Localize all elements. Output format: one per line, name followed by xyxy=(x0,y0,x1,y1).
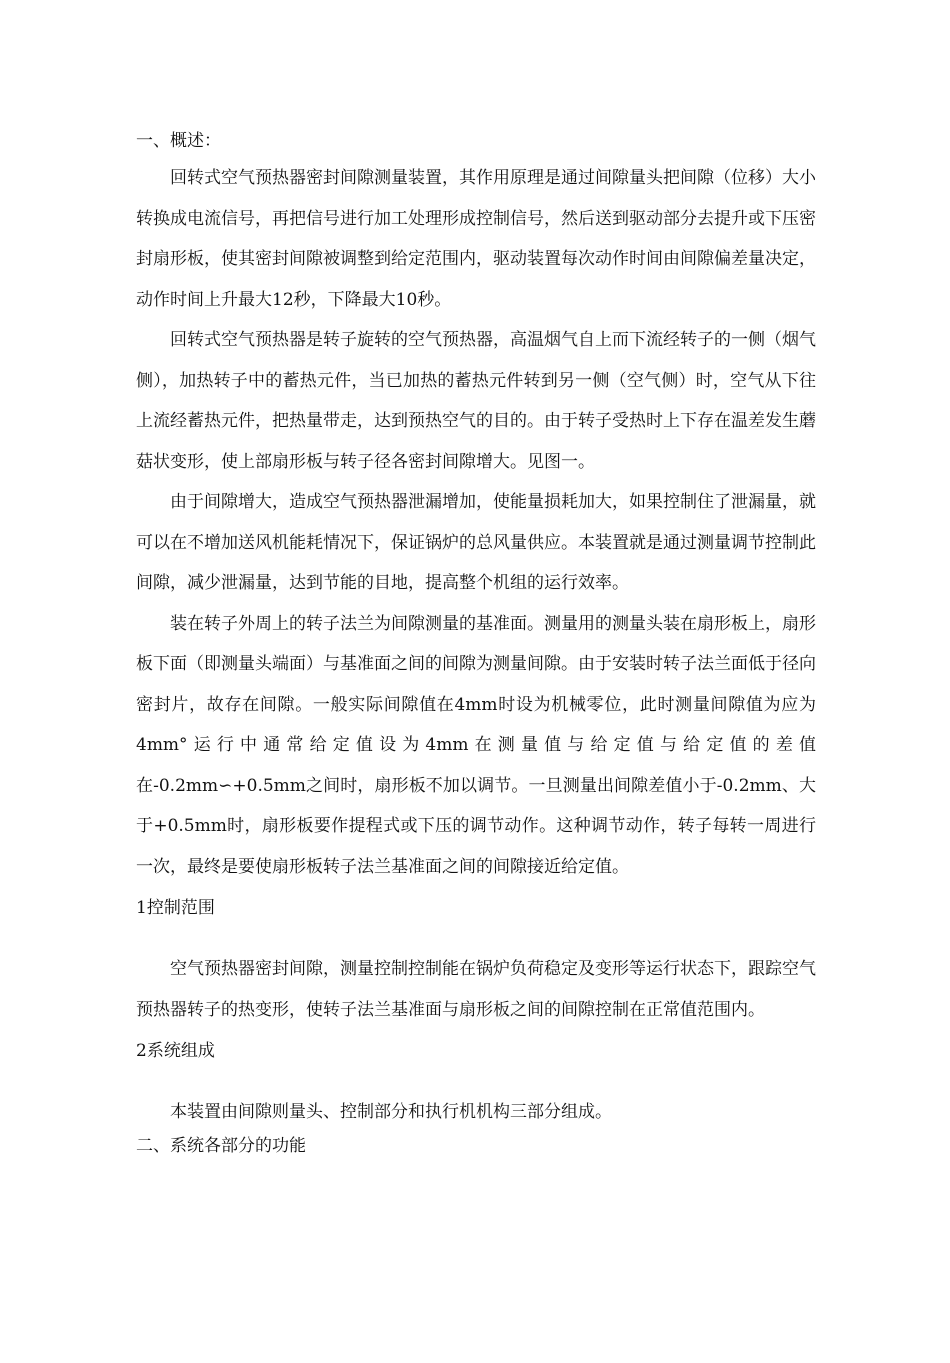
subsection-heading-system-composition: 2系统组成 xyxy=(136,1041,215,1061)
paragraph-working-principle: 回转式空气预热器密封间隙测量装置，其作用原理是通过间隙量头把间隙（位移）大小转换成电流信号，再把信号进行加工处理形成控制信号，然后送到驱动部分去提升或下压密封扇形板，使其密封间隙被调整到给定范围内，驱动装置每次动作时间由间隙偏差量决定，动作时间上升最大12秒，下降最大10秒。 xyxy=(136,168,816,310)
section-heading-system-functions: 二、系统各部分的功能 xyxy=(136,1135,306,1156)
paragraph-preheater-description: 回转式空气预热器是转子旋转的空气预热器，高温烟气自上而下流经转子的一侧（烟气侧），加热转子中的蓄热元件，当已加热的蓄热元件转到另一侧（空气侧）时，空气从下往上流经蓄热元件，把热量带走，达到预热空气的目的。由于转子受热时上下存在温差发生蘑菇状变形，使上部扇形板与转子径各密封间隙增大。见图一。 xyxy=(136,330,816,472)
document-body xyxy=(136,128,816,1159)
subsection-heading-control-range: 1控制范围 xyxy=(136,898,215,918)
paragraph-leakage-control: 由于间隙增大，造成空气预热器泄漏增加，使能量损耗加大，如果控制住了泄漏量，就可以在不增加送风机能耗情况下，保证锅炉的总风量供应。本装置就是通过测量调节控制此间隙，减少泄漏量，达到节能的目地，提高整个机组的运行效率。 xyxy=(136,492,816,593)
paragraph-measurement-reference: 装在转子外周上的转子法兰为间隙测量的基准面。测量用的测量头装在扇形板上，扇形板下面（即测量头端面）与基准面之间的间隙为测量间隙。由于安装时转子法兰面低于径向密封片，故存在间隙。一般实际间隙值在4mm时设为机械零位，此时测量间隙值为应为4mm°运行中通常给定值设为4mm在测量值与给定值与给定值的差值在-0.2mm∽+0.5mm之间时，扇形板不加以调节。一旦测量出间隙差值小于-0.2mm、大于+0.5mm时，扇形板要作提程式或下压的调节动作。这种调节动作，转子每转一周进行一次，最终是要使扇形板转子法兰基准面之间的间隙接近给定值。 xyxy=(136,613,816,877)
paragraph-control-range: 空气预热器密封间隙，测量控制控制能在锅炉负荷稳定及变形等运行状态下，跟踪空气预热器转子的热变形，使转子法兰基准面与扇形板之间的间隙控制在正常值范围内。 xyxy=(136,959,816,1020)
section-heading-overview: 一、概述： xyxy=(136,131,221,151)
paragraph-system-composition: 本装置由间隙则量头、控制部分和执行机机构三部分组成。 xyxy=(170,1102,612,1122)
